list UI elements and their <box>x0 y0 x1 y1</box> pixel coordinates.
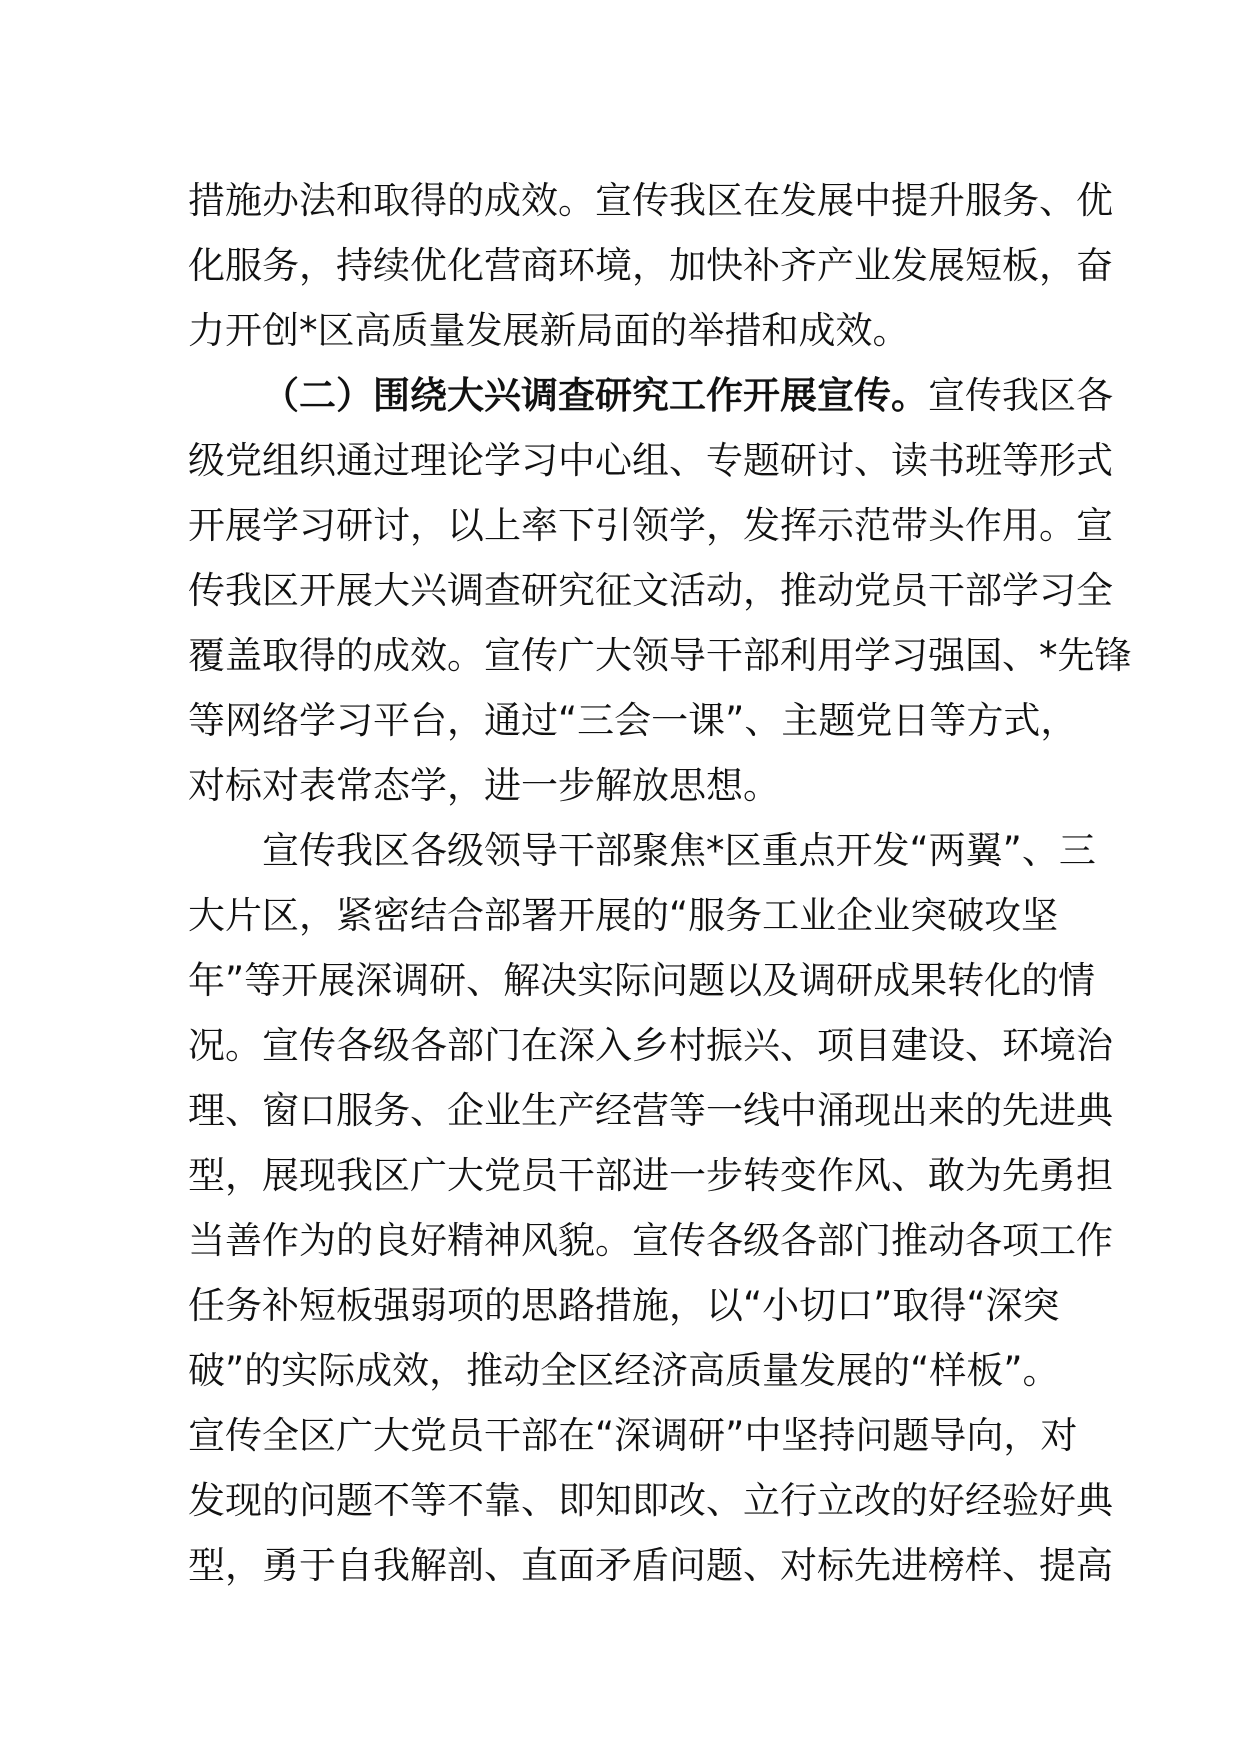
text-line: 宣传全区广大党员干部在“深调研”中坚持问题导向，对 <box>188 1414 1078 1457</box>
text-line: 化服务，持续优化营商环境，加快补齐产业发展短板，奋 <box>188 244 1113 287</box>
paragraph-1 <box>188 168 1113 363</box>
text-line <box>188 363 1113 428</box>
document-body <box>188 168 1132 1598</box>
text-line: 年”等开展深调研、解决实际问题以及调研成果转化的情 <box>188 959 1096 1002</box>
text-line: 对标对表常态学，进一步解放思想。 <box>188 764 780 807</box>
text-line: 任务补短板强弱项的思路措施，以“小切口”取得“深突 <box>188 1284 1060 1327</box>
paragraph-3 <box>188 818 1113 1598</box>
text-line: 宣传我区各级领导干部聚焦*区重点开发“两翼”、三 <box>262 829 1096 872</box>
heading-followup-text: 宣传我区各 <box>928 374 1113 417</box>
text-line: 力开创*区高质量发展新局面的举措和成效。 <box>188 309 910 352</box>
text-line: 破”的实际成效，推动全区经济高质量发展的“样板”。 <box>188 1349 1060 1392</box>
text-line: 等网络学习平台，通过“三会一课”、主题党日等方式， <box>188 699 1078 742</box>
text-line: 传我区开展大兴调查研究征文活动，推动党员干部学习全 <box>188 569 1113 612</box>
text-line: 型，展现我区广大党员干部进一步转变作风、敢为先勇担 <box>188 1154 1113 1197</box>
text-line: 况。宣传各级各部门在深入乡村振兴、项目建设、环境治 <box>188 1024 1113 1067</box>
paragraph-2 <box>188 363 1132 818</box>
text-line: 开展学习研讨，以上率下引领学，发挥示范带头作用。宣 <box>188 504 1113 547</box>
text-line: 级党组织通过理论学习中心组、专题研讨、读书班等形式 <box>188 439 1113 482</box>
text-line: 大片区，紧密结合部署开展的“服务工业企业突破攻坚 <box>188 894 1059 937</box>
text-line: 发现的问题不等不靠、即知即改、立行立改的好经验好典 <box>188 1479 1113 1522</box>
text-line: 措施办法和取得的成效。宣传我区在发展中提升服务、优 <box>188 179 1113 222</box>
text-line: 覆盖取得的成效。宣传广大领导干部利用学习强国、*先锋 <box>188 634 1132 677</box>
text-line: 理、窗口服务、企业生产经营等一线中涌现出来的先进典 <box>188 1089 1113 1132</box>
section-heading: （二）围绕大兴调查研究工作开展宣传。 <box>262 374 928 417</box>
text-line: 当善作为的良好精神风貌。宣传各级各部门推动各项工作 <box>188 1219 1113 1262</box>
text-line: 型，勇于自我解剖、直面矛盾问题、对标先进榜样、提高 <box>188 1544 1113 1587</box>
